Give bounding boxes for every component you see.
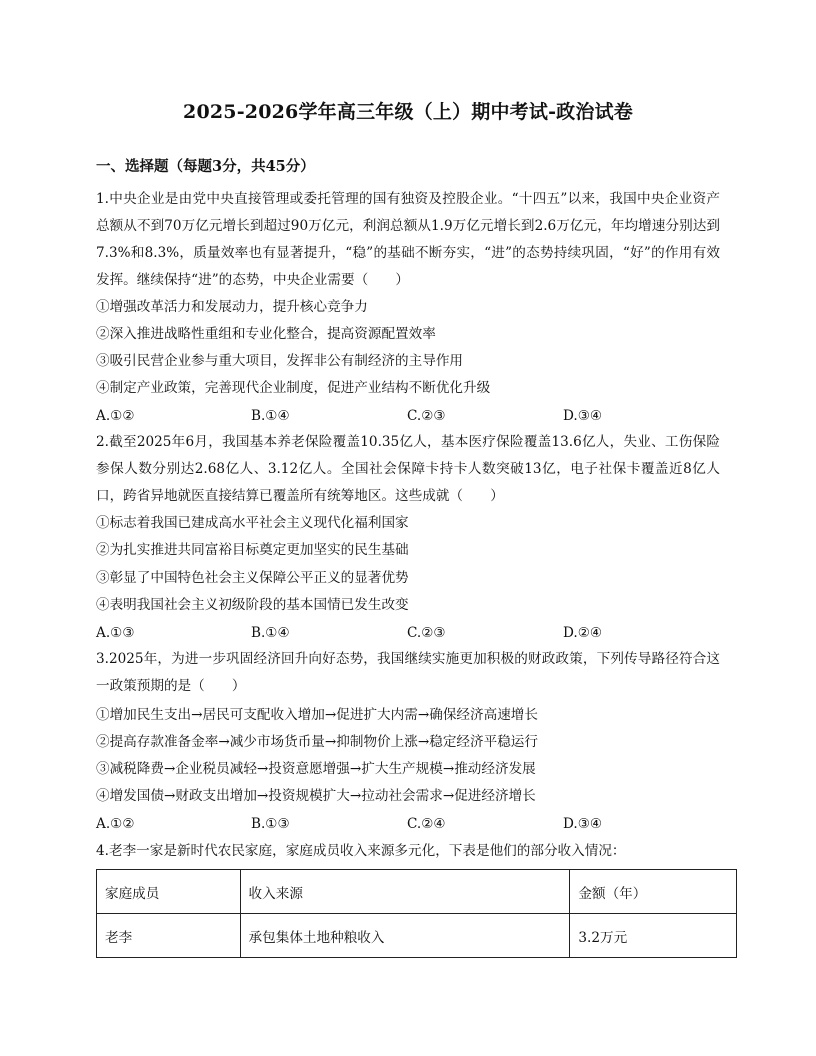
question-1-stem: 1.中央企业是由党中央直接管理或委托管理的国有独资及控股企业。“十四五”以来，我国中央企业资产总额从不到70万亿元增长到超过90万亿元，利润总额从1.9万亿元增长到2.6万亿元，年均增速分别达到7.3%和8.3%，质量效率也有显著提升，“稳”的基础不断夯实，“进”的态势持续巩固，“好”的作用有效发挥。继续保持“进”的态势，中央企业需要（ ） [96, 191, 720, 288]
question-2-item-1: ①标志着我国已建成高水平社会主义现代化福利国家 [96, 515, 409, 531]
option-c: C.②③ [407, 408, 446, 424]
question-1-item-4: ④制定产业政策，完善现代企业制度，促进产业结构不断优化升级 [96, 380, 491, 396]
table-cell: 老李 [97, 914, 241, 958]
question-2-options [96, 624, 736, 642]
question-2-stem: 2.截至2025年6月，我国基本养老保险覆盖10.35亿人，基本医疗保险覆盖13.6亿人，失业、工伤保险参保人数分别达2.68亿人、3.12亿人。全国社会保障卡持卡人数突破13亿，电子社保卡覆盖近8亿人口，跨省异地就医直接结算已覆盖所有统筹地区。这些成就（ ） [96, 434, 720, 504]
question-4-stem: 4.老李一家是新时代农民家庭，家庭成员收入来源多元化，下表是他们的部分收入情况： [96, 843, 626, 859]
table-header-cell: 收入来源 [240, 870, 570, 914]
question-3-item-2: ②提高存款准备金率→减少市场货币量→抑制物价上涨→稳定经济平稳运行 [96, 734, 538, 750]
question-3-item-4: ④增发国债→财政支出增加→投资规模扩大→拉动社会需求→促进经济增长 [96, 788, 536, 804]
question-3-item-1: ①增加民生支出→居民可支配收入增加→促进扩大内需→确保经济高速增长 [96, 707, 538, 723]
option-b: B.①④ [251, 408, 290, 424]
question-2-item-2: ②为扎实推进共同富裕目标奠定更加坚实的民生基础 [96, 542, 409, 558]
question-2-item-3: ③彰显了中国特色社会主义保障公平正义的显著优势 [96, 570, 409, 586]
option-a: A.①③ [96, 625, 135, 641]
question-3-item-3: ③减税降费→企业税员减轻→投资意愿增强→扩大生产规模→推动经济发展 [96, 761, 536, 777]
option-a: A.①② [96, 816, 135, 832]
option-d: D.③④ [563, 408, 603, 424]
table-cell: 3.2万元 [570, 914, 737, 958]
income-table [96, 869, 737, 958]
question-1-options [96, 407, 736, 425]
table-header-row [97, 870, 737, 914]
exam-title: 2025-2026学年高三年级（上）期中考试-政治试卷 [183, 101, 633, 123]
option-a: A.①② [96, 408, 135, 424]
section-heading: 一、选择题（每题3分，共45分） [96, 158, 315, 175]
question-3-options [96, 815, 736, 833]
option-d: D.②④ [563, 625, 603, 641]
table-row [97, 914, 737, 958]
option-b: B.①④ [251, 625, 290, 641]
option-c: C.②③ [407, 625, 446, 641]
option-b: B.①③ [251, 816, 290, 832]
table-header-cell: 金额（年） [570, 870, 737, 914]
question-3-stem: 3.2025年，为进一步巩固经济回升向好态势，我国继续实施更加积极的财政政策，下列传导路径符合这一政策预期的是（ ） [96, 651, 720, 694]
question-1-item-1: ①增强改革活力和发展动力，提升核心竞争力 [96, 299, 368, 315]
table-cell: 承包集体土地种粮收入 [240, 914, 570, 958]
option-d: D.③④ [563, 816, 603, 832]
option-c: C.②④ [407, 816, 446, 832]
table-header-cell: 家庭成员 [97, 870, 241, 914]
question-1-item-3: ③吸引民营企业参与重大项目，发挥非公有制经济的主导作用 [96, 353, 464, 369]
question-2-item-4: ④表明我国社会主义初级阶段的基本国情已发生改变 [96, 597, 409, 613]
question-1-item-2: ②深入推进战略性重组和专业化整合，提高资源配置效率 [96, 326, 436, 342]
